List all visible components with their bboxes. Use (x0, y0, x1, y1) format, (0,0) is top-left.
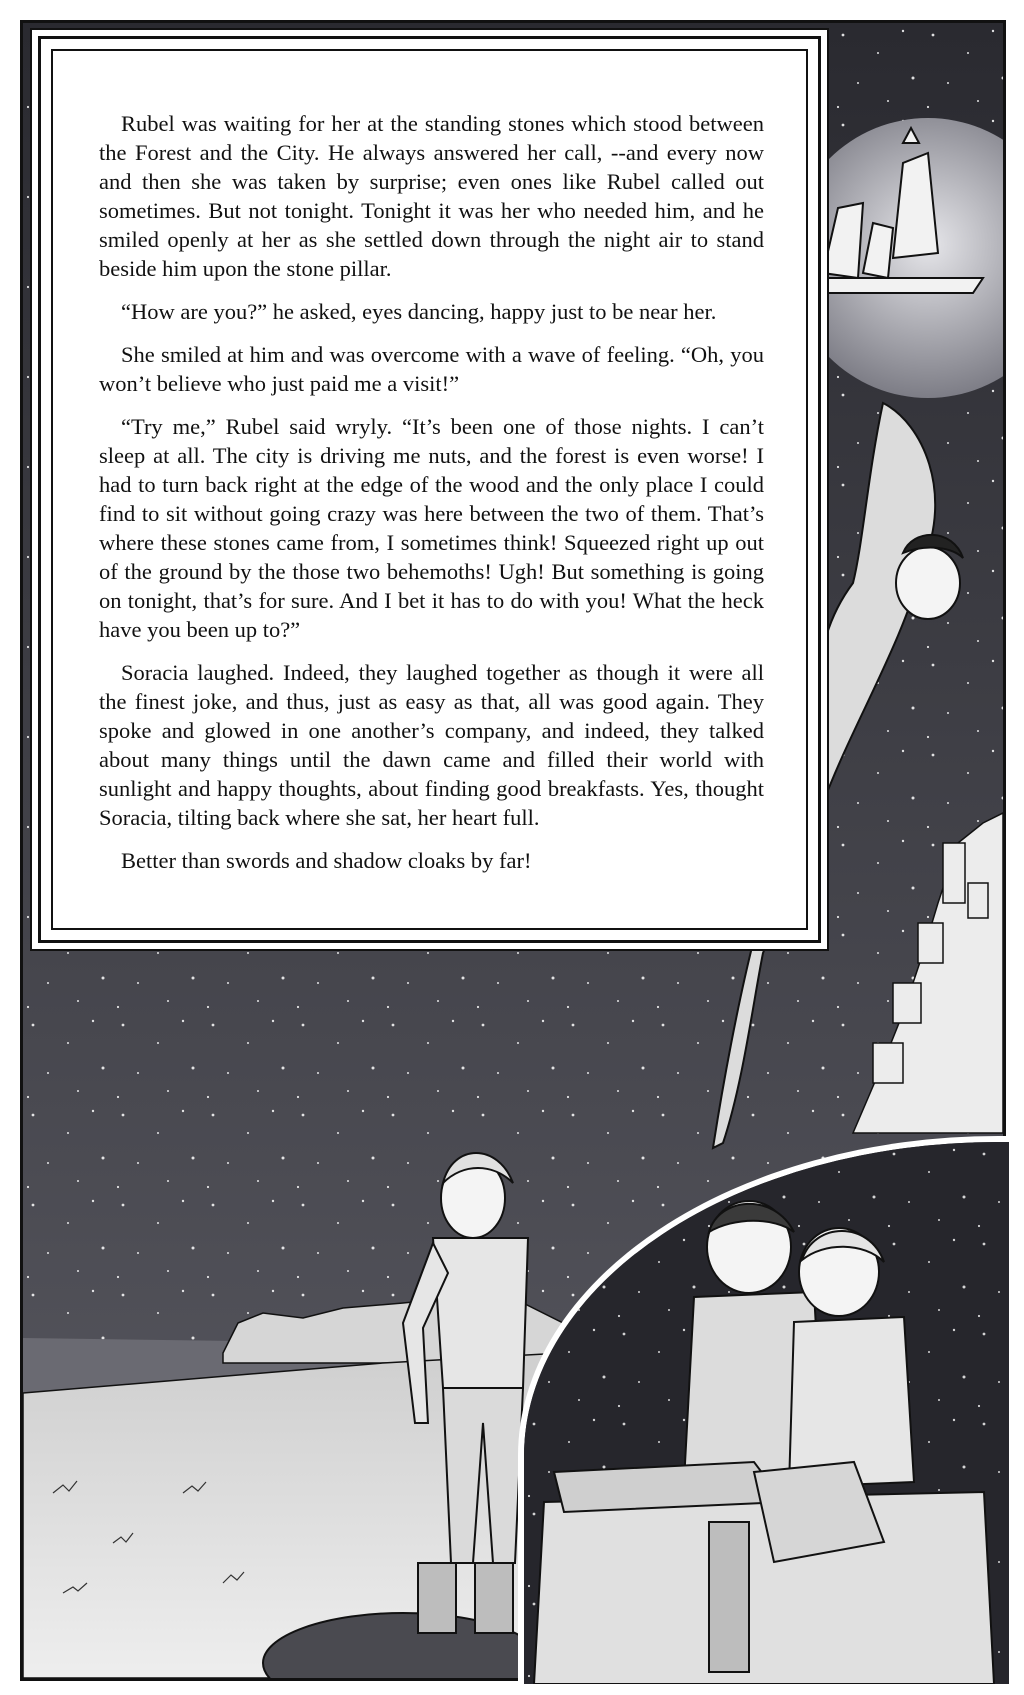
narration-text (51, 49, 808, 930)
comic-page (20, 20, 1006, 1681)
narration-box (38, 36, 821, 943)
paragraph-5: Soracia laughed. Indeed, they laughed together as though it were all the finest joke, and thus, just as easy as that, all was good again. They spoke and glowed in one another’s company, and indeed, they talked about many things until the dawn came and filled their world with sunlight and happy thoughts, about finding good breakfasts. Yes, thought Soracia, tilting back where she sat, her heart full. (99, 660, 764, 830)
paragraph-1: Rubel was waiting for her at the standing stones which stood between the Forest and the City. He always answered her call, --and every now and then she was taken by surprise; even ones like Rubel called out sometimes. But not tonight. Tonight it was her who needed him, and he smiled openly at her as she settled down through the night air to stand beside him upon the stone pillar. (99, 111, 764, 281)
paragraph-6: Better than swords and shadow cloaks by far! (121, 848, 532, 873)
paragraph-3: She smiled at him and was overcome with a wave of feeling. “Oh, you won’t believe who just paid me a visit!” (99, 342, 764, 396)
paragraph-4: “Try me,” Rubel said wryly. “It’s been one of those nights. I can’t sleep at all. The city is driving me nuts, and the forest is even worse! I had to turn back right at the edge of the wood and the only place I could find to sit without going crazy was here between the two of them. That’s where these stones came from, I sometimes think! Squeezed right up out of the ground by the those two behemoths! Ugh! But something is going on tonight, that’s for sure. And I bet it has to do with you! What the heck have you been up to?” (99, 414, 764, 642)
paragraph-2: “How are you?” he asked, eyes dancing, happy just to be near her. (121, 299, 717, 324)
